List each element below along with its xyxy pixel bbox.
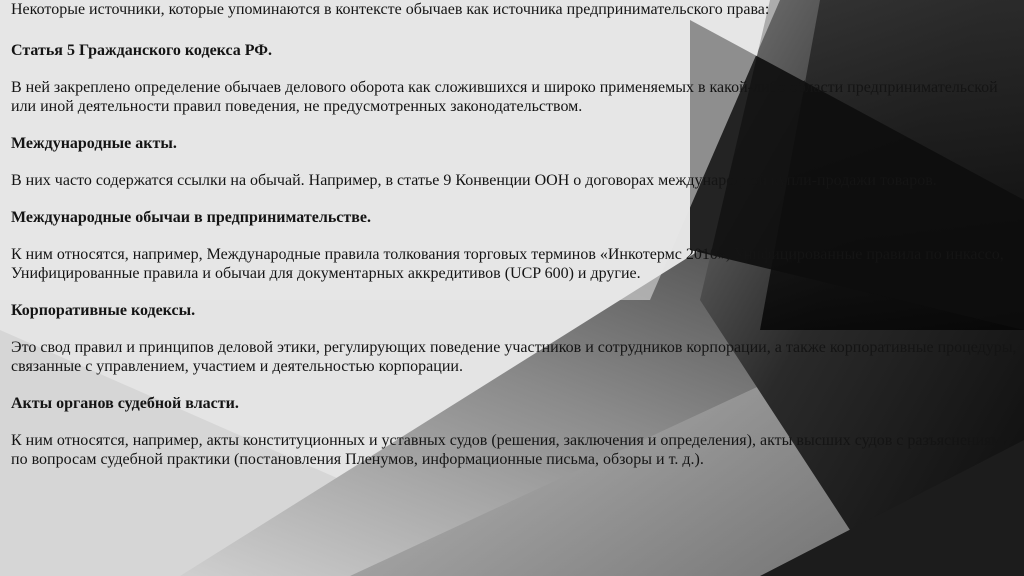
section-body-judicial-acts: К ним относятся, например, акты конституционных и уставных судов (решения, заключения и определения), акты высших судов с разъяснениями по вопросам судебной практики (постановления Пленумов, информационные письма, обзоры и т. д.). <box>11 432 1011 468</box>
section-body-gk-article-5: В ней закреплено определение обычаев делового оборота как сложившихся и широко применяемых в какой-либо области предпринимательской или иной деятельности правил поведения, не предусмотренных законодательством. <box>11 79 998 115</box>
section-heading-international-acts: Международные акты. <box>11 135 177 152</box>
intro-text: Некоторые источники, которые упоминаются в контексте обычаев как источника предпринимательского права: <box>11 1 770 18</box>
section-body-international-acts: В них часто содержатся ссылки на обычай. Например, в статье 9 Конвенции ООН о договорах международной купли-продажи товаров. <box>11 172 937 189</box>
section-heading-corporate-codes: Корпоративные кодексы. <box>11 302 196 319</box>
section-heading-international-customs: Международные обычаи в предпринимательстве. <box>11 209 371 226</box>
section-heading-judicial-acts: Акты органов судебной власти. <box>11 395 239 412</box>
section-body-corporate-codes: Это свод правил и принципов деловой этики, регулирующих поведение участников и сотрудников корпорации, а также корпоративные процедуры, связанные с управлением, участием и деятельностью корпорации. <box>11 339 1017 375</box>
slide-content <box>11 0 1021 469</box>
section-heading-gk-article-5: Статья 5 Гражданского кодекса РФ. <box>11 42 273 59</box>
section-body-international-customs: К ним относятся, например, Международные правила толкования торговых терминов «Инкотермс 2010», Унифицированные правила по инкассо, Унифицированные правила и обычаи для документарных аккредитивов (UCP 600) и другие. <box>11 246 1004 282</box>
